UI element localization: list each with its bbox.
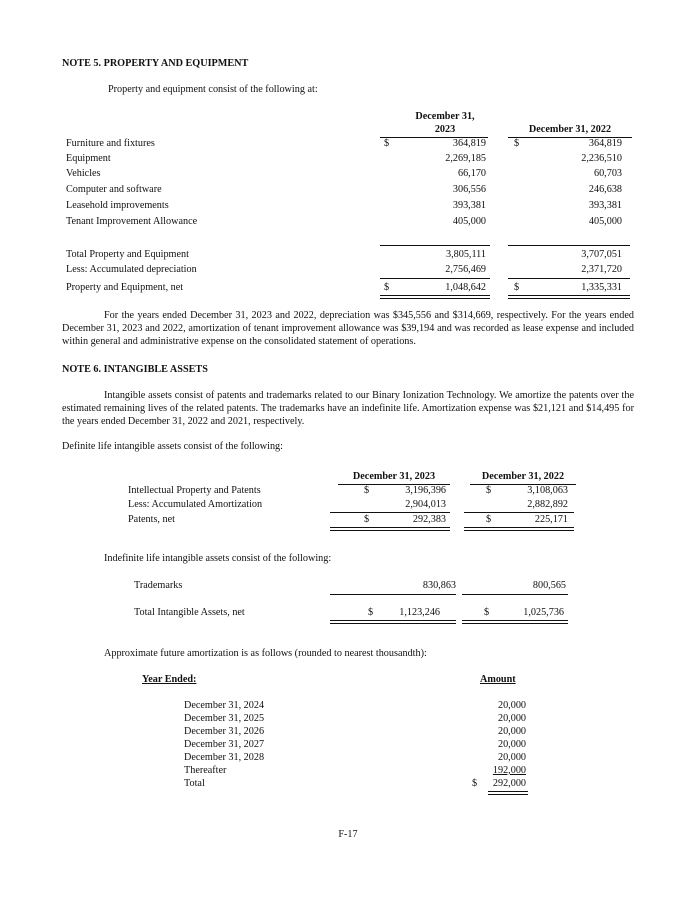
pe-value-2022: 393,381: [588, 200, 622, 211]
ia-row-label: Less: Accumulated Amortization: [128, 499, 263, 510]
ia-value-2022: 1,025,736: [523, 607, 564, 618]
ia-total-double-rule-2022: [462, 620, 568, 624]
ia-value-2022: 800,565: [532, 580, 566, 591]
amount-header: Amount: [480, 674, 516, 685]
amort-row-label: Total: [184, 778, 205, 789]
pe-value-2022: 3,707,051: [581, 249, 622, 260]
amort-currency-symbol: $: [472, 778, 478, 789]
ia-total-rule-2023: [330, 594, 456, 595]
amort-row-label: December 31, 2028: [184, 752, 265, 763]
pe-net-rule-2022: [508, 278, 630, 279]
note6-paragraph: Intangible assets consist of patents and trademarks related to our Binary Ionization Technology. We amortize the patents over the estimated remaining lives of the related patents. The trademarks have an indefinite life. Amortization expense was $21,121 and $14,495 for the years ended December 31, 2022 and 2021, respectively.: [62, 390, 634, 428]
ia-row-label: Total Intangible Assets, net: [134, 607, 245, 618]
ia-total-double-rule-2023: [330, 620, 456, 624]
pe-double-rule-2022: [508, 295, 630, 299]
pe-subtotal-rule-2022: [508, 245, 630, 246]
note5-heading: NOTE 5. PROPERTY AND EQUIPMENT: [62, 58, 249, 69]
pe-col1-header-line1: December 31,: [415, 111, 475, 122]
pe-value-2023: 1,048,642: [445, 282, 486, 293]
pe-value-2023: 3,805,111: [446, 249, 486, 260]
ia-value-2022: 2,882,892: [527, 499, 568, 510]
amortization-intro: Approximate future amortization is as follows (rounded to nearest thousandth):: [104, 648, 427, 659]
pe-double-rule-2023: [380, 295, 490, 299]
pe-value-2022: 246,638: [588, 184, 622, 195]
pe-col2-header: December 31, 2022: [528, 124, 612, 135]
ia-row-label: Patents, net: [128, 514, 175, 525]
pe-value-2023: 306,556: [452, 184, 486, 195]
pe-currency-symbol: $: [514, 138, 520, 149]
ia-net-rule-2022: [464, 512, 574, 513]
ia-value-2023: 1,123,246: [399, 607, 440, 618]
pe-value-2023: 393,381: [452, 200, 486, 211]
amort-row-amount: 192,000: [492, 765, 526, 776]
ia-currency-symbol: $: [364, 514, 370, 525]
ia-double-rule-2022: [464, 527, 574, 531]
ia-currency-symbol: $: [486, 514, 492, 525]
ia-value-2023: 830,863: [422, 580, 456, 591]
pe-row-label: Tenant Improvement Allowance: [66, 216, 198, 227]
ia-col1-header: December 31, 2023: [352, 471, 436, 482]
ia-currency-symbol: $: [364, 485, 370, 496]
pe-value-2022: 405,000: [588, 216, 622, 227]
pe-value-2022: 2,236,510: [581, 153, 622, 164]
ia-value-2023: 2,904,013: [405, 499, 446, 510]
page-number: F-17: [338, 829, 358, 840]
ia-total-rule-2022: [462, 594, 568, 595]
pe-currency-symbol: $: [384, 138, 390, 149]
ia-net-rule-2023: [330, 512, 450, 513]
pe-value-2023: 364,819: [452, 138, 486, 149]
pe-row-label: Equipment: [66, 153, 111, 164]
amort-row-label: Thereafter: [184, 765, 227, 776]
pe-net-rule-2023: [380, 278, 490, 279]
amort-row-label: December 31, 2025: [184, 713, 265, 724]
amort-total-double-rule: [488, 791, 528, 795]
ia-value-2022: 3,108,063: [527, 485, 568, 496]
pe-value-2022: 364,819: [588, 138, 622, 149]
pe-value-2022: 2,371,720: [581, 264, 622, 275]
pe-value-2023: 2,269,185: [445, 153, 486, 164]
amort-row-label: December 31, 2027: [184, 739, 265, 750]
ia-row-label: Intellectual Property and Patents: [128, 485, 261, 496]
year-ended-header: Year Ended:: [142, 674, 197, 685]
ia-currency-symbol: $: [368, 607, 374, 618]
ia-value-2023: 292,383: [412, 514, 446, 525]
amort-row-amount: 20,000: [497, 726, 526, 737]
note6-heading: NOTE 6. INTANGIBLE ASSETS: [62, 364, 208, 375]
pe-row-label: Leasehold improvements: [66, 200, 169, 211]
ia-currency-symbol: $: [486, 485, 492, 496]
note5-intro: Property and equipment consist of the following at:: [108, 84, 318, 95]
amort-row-amount: 20,000: [497, 713, 526, 724]
pe-row-label: Property and Equipment, net: [66, 282, 184, 293]
pe-value-2023: 405,000: [452, 216, 486, 227]
ia-value-2023: 3,196,396: [405, 485, 446, 496]
pe-value-2023: 2,756,469: [445, 264, 486, 275]
pe-row-label: Vehicles: [66, 168, 101, 179]
amort-row-amount: 292,000: [492, 778, 526, 789]
pe-row-label: Total Property and Equipment: [66, 249, 189, 260]
pe-subtotal-rule-2023: [380, 245, 490, 246]
ia-value-2022: 225,171: [534, 514, 568, 525]
pe-currency-symbol: $: [514, 282, 520, 293]
indefinite-intro: Indefinite life intangible assets consist of the following:: [104, 553, 332, 564]
ia-currency-symbol: $: [484, 607, 490, 618]
amort-row-amount: 20,000: [497, 739, 526, 750]
ia-col2-header: December 31, 2022: [481, 471, 565, 482]
pe-value-2023: 66,170: [457, 168, 486, 179]
pe-currency-symbol: $: [384, 282, 390, 293]
pe-row-label: Less: Accumulated depreciation: [66, 264, 197, 275]
ia-double-rule-2023: [330, 527, 450, 531]
amort-row-amount: 20,000: [497, 700, 526, 711]
note5-paragraph: For the years ended December 31, 2023 and 2022, depreciation was $345,556 and $314,669, respectively. For the years ended December 31, 2023 and 2022, amortization of tenant improvement allowance was $39,194 and was recorded as lease expense and included within general and administrative expense on the consolidated statement of operations.: [62, 310, 634, 348]
pe-value-2022: 60,703: [593, 168, 622, 179]
pe-row-label: Furniture and fixtures: [66, 138, 155, 149]
definite-intro: Definite life intangible assets consist of the following:: [62, 441, 283, 452]
ia-row-label: Trademarks: [134, 580, 183, 591]
amort-row-label: December 31, 2024: [184, 700, 265, 711]
amort-row-amount: 20,000: [497, 752, 526, 763]
pe-col1-header-line2: 2023: [434, 124, 456, 135]
pe-value-2022: 1,335,331: [581, 282, 622, 293]
amort-row-label: December 31, 2026: [184, 726, 265, 737]
pe-row-label: Computer and software: [66, 184, 162, 195]
